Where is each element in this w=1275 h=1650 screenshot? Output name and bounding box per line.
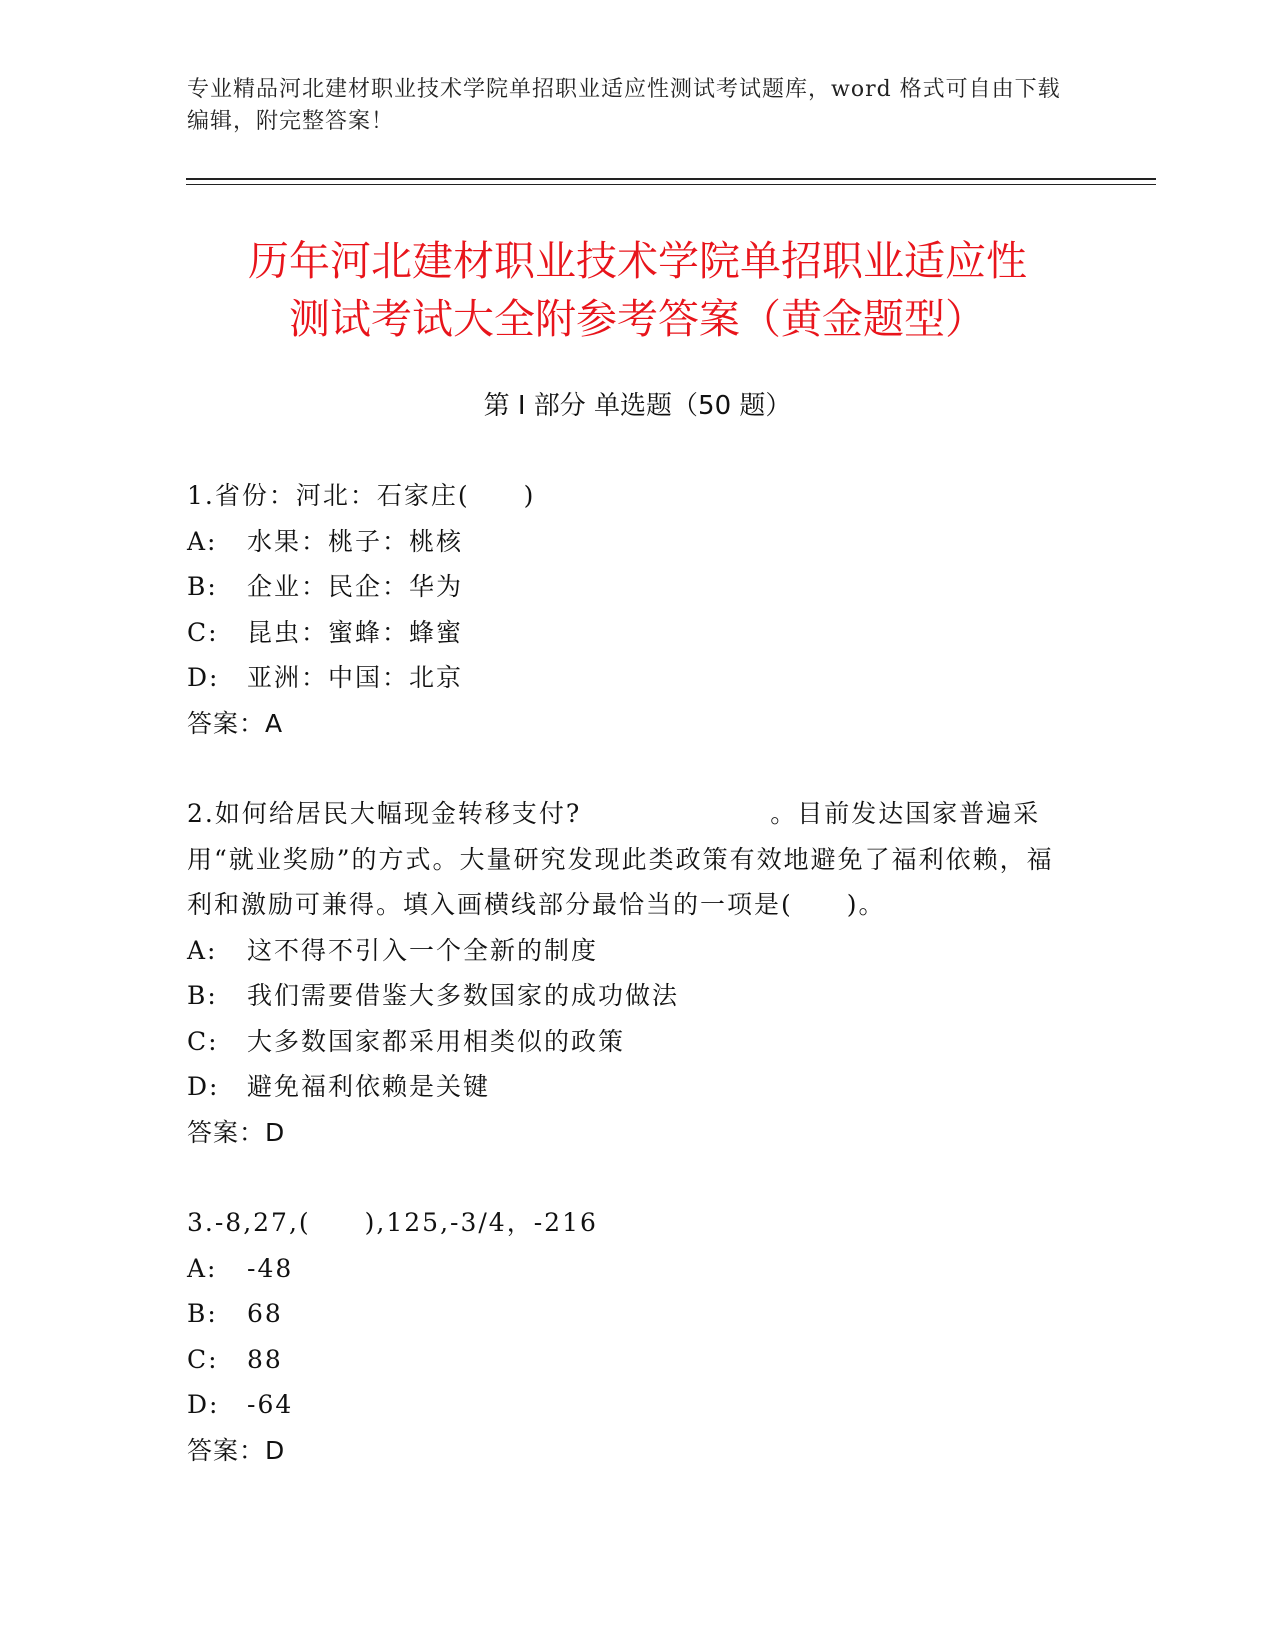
option-letter: B: xyxy=(187,1299,218,1328)
option-c xyxy=(187,1019,1067,1065)
option-a xyxy=(187,928,1067,974)
question-stem: 1.省份：河北：石家庄( ) xyxy=(187,481,536,510)
question-3 xyxy=(187,1200,1067,1473)
option-text: 水果：桃子：桃核 xyxy=(247,526,464,556)
option-letter: C: xyxy=(187,1344,219,1374)
question-stem: 2.如何给居民大幅现金转移支付? 。目前发达国家普遍采用“就业奖励”的方式。大量研究发现此类政策有效地避免了福利依赖，福利和激励可兼得。填入画横线部分最恰当的一项是( )。 xyxy=(187,799,1054,919)
option-d xyxy=(187,1064,1067,1110)
answer-line: 答案：D xyxy=(187,1117,286,1147)
option-text: 昆虫：蜜蜂：蜂蜜 xyxy=(247,617,464,647)
option-a xyxy=(187,519,1067,565)
option-b xyxy=(187,1291,1067,1337)
title-line-1: 历年河北建材职业技术学院单招职业适应性 xyxy=(248,237,1027,285)
option-c xyxy=(187,610,1067,656)
option-text: 88 xyxy=(247,1344,283,1374)
option-letter: D: xyxy=(187,1072,220,1101)
option-letter: C: xyxy=(187,617,219,647)
option-c xyxy=(187,1337,1067,1383)
title-line-2: 测试考试大全附参考答案（黄金题型） xyxy=(289,295,986,343)
option-text: 我们需要借鉴大多数国家的成功做法 xyxy=(247,981,680,1010)
option-b xyxy=(187,564,1067,610)
option-d xyxy=(187,655,1067,701)
option-letter: D: xyxy=(187,1390,220,1419)
option-letter: D: xyxy=(187,663,220,692)
section-heading: 第 I 部分 单选题（50 题） xyxy=(483,391,792,421)
option-text: 68 xyxy=(247,1299,283,1328)
option-b xyxy=(187,973,1067,1019)
option-letter: A: xyxy=(187,526,218,556)
header-rule-thin xyxy=(186,184,1156,185)
question-stem: 3.-8,27,( ),125,-3/4，-216 xyxy=(187,1208,598,1237)
option-a xyxy=(187,1246,1067,1292)
question-2 xyxy=(187,791,1067,1155)
option-letter: C: xyxy=(187,1026,219,1056)
option-text: 避免福利依赖是关键 xyxy=(247,1072,491,1101)
option-letter: B: xyxy=(187,572,218,601)
option-text: 大多数国家都采用相类似的政策 xyxy=(247,1026,626,1056)
option-text: 企业：民企：华为 xyxy=(247,572,464,601)
option-text: 这不得不引入一个全新的制度 xyxy=(247,935,599,965)
header-rule-thick xyxy=(186,178,1156,180)
header-note: 专业精品河北建材职业技术学院单招职业适应性测试考试题库，word 格式可自由下载编辑，附完整答案！ xyxy=(187,77,1061,134)
question-1 xyxy=(187,473,1067,746)
option-text: 亚洲：中国：北京 xyxy=(247,663,464,692)
option-text: -64 xyxy=(247,1390,294,1419)
option-letter: A: xyxy=(187,935,218,965)
option-d xyxy=(187,1382,1067,1428)
document-title xyxy=(100,232,1175,348)
answer-line: 答案：D xyxy=(187,1435,286,1465)
answer-line: 答案：A xyxy=(187,708,284,738)
option-letter: A: xyxy=(187,1253,218,1283)
option-letter: B: xyxy=(187,981,218,1010)
option-text: -48 xyxy=(247,1253,294,1283)
